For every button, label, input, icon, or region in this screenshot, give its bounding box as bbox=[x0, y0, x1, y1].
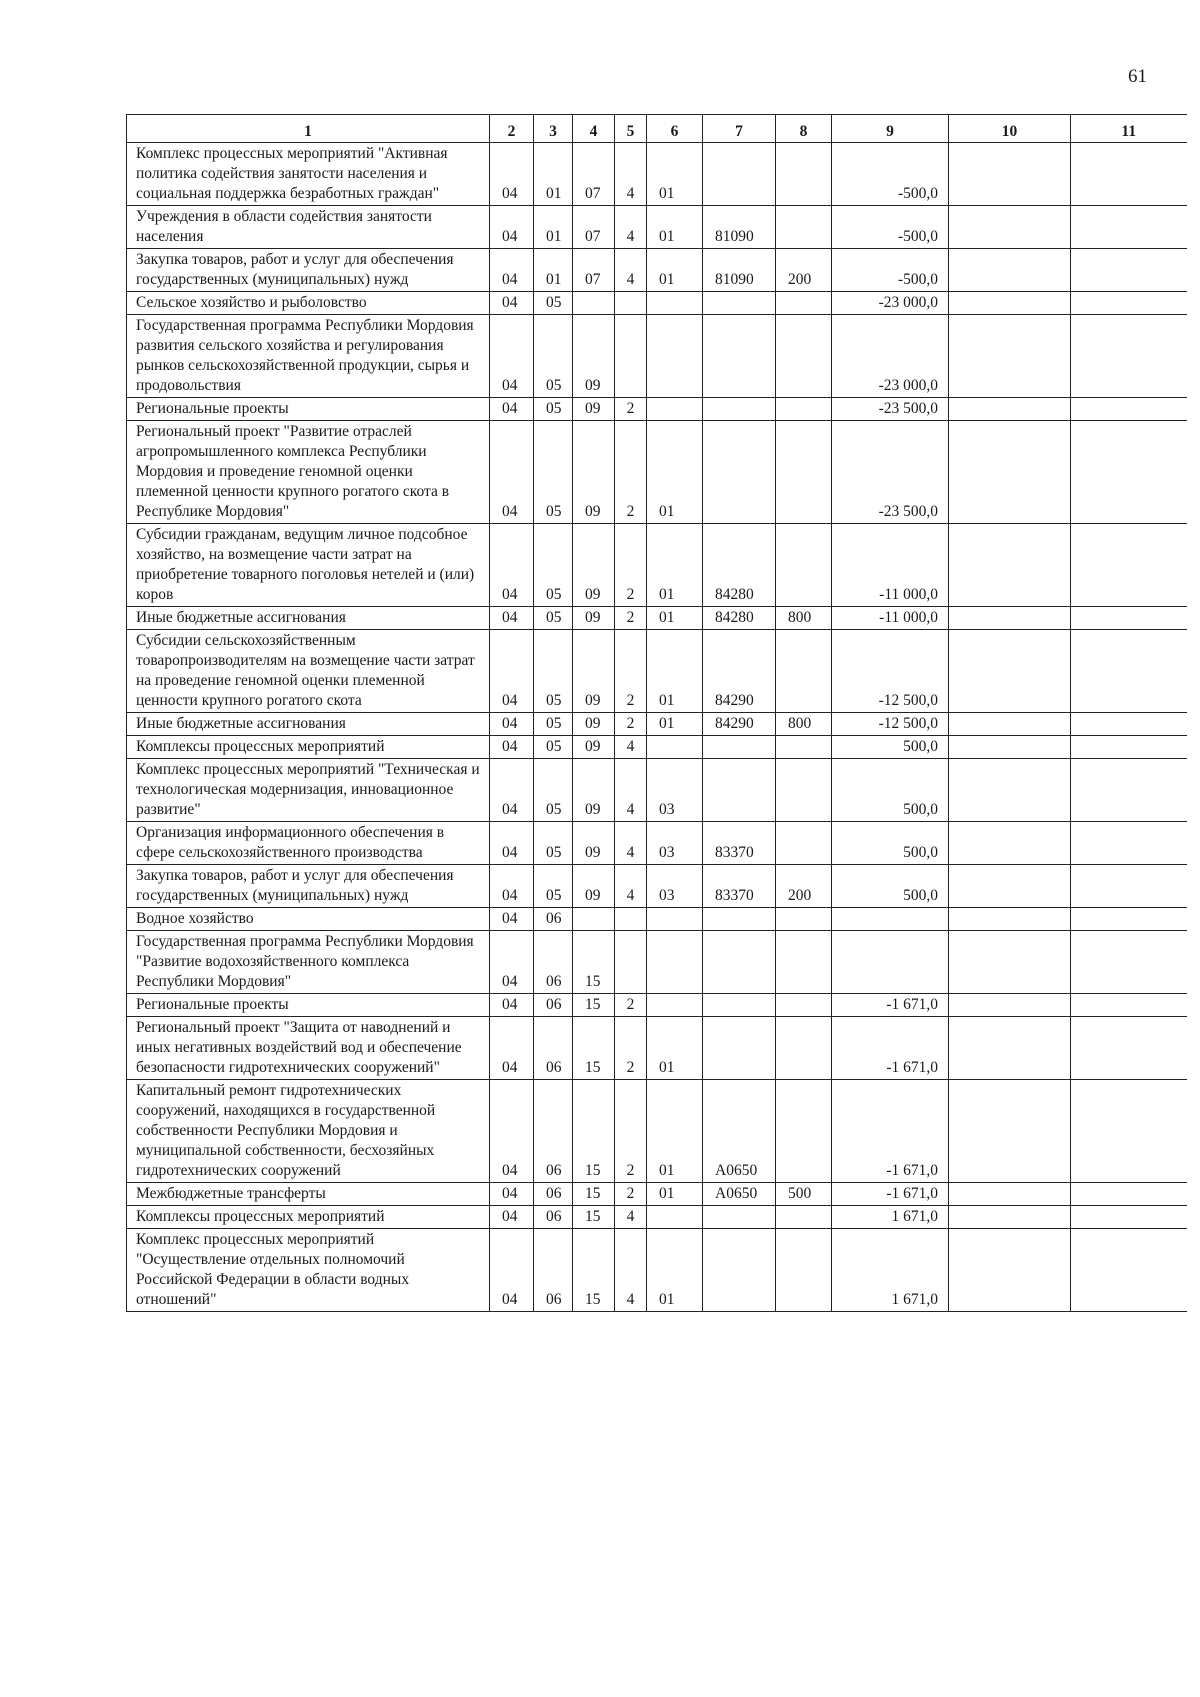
row-amount-cell: -12 500,0 bbox=[832, 713, 949, 736]
row-col-11-cell bbox=[1071, 865, 1187, 908]
row-col-10-cell bbox=[949, 315, 1071, 398]
row-code-7-cell bbox=[703, 736, 776, 759]
row-code-6-cell bbox=[647, 315, 703, 398]
row-code-8-cell bbox=[776, 524, 832, 607]
row-col-11-cell bbox=[1071, 736, 1187, 759]
row-col-11-cell bbox=[1071, 143, 1187, 206]
table-row bbox=[127, 607, 1187, 630]
row-code-5-cell: 2 bbox=[615, 398, 647, 421]
row-col-10-cell bbox=[949, 292, 1071, 315]
table-row bbox=[127, 908, 1187, 931]
row-code-5-cell: 2 bbox=[615, 713, 647, 736]
row-col-10-cell bbox=[949, 421, 1071, 524]
row-code-2-cell: 04 bbox=[490, 1017, 534, 1080]
row-code-8-cell bbox=[776, 736, 832, 759]
row-col-10-cell bbox=[949, 994, 1071, 1017]
row-code-7-cell: 83370 bbox=[703, 865, 776, 908]
row-col-10-cell bbox=[949, 206, 1071, 249]
row-code-5-cell: 4 bbox=[615, 206, 647, 249]
row-code-8-cell bbox=[776, 1080, 832, 1183]
row-code-4-cell: 07 bbox=[573, 249, 615, 292]
row-code-4-cell: 09 bbox=[573, 607, 615, 630]
row-code-4-cell: 09 bbox=[573, 398, 615, 421]
row-code-8-cell bbox=[776, 315, 832, 398]
row-code-4-cell: 09 bbox=[573, 315, 615, 398]
column-header: 8 bbox=[776, 115, 832, 143]
row-col-10-cell bbox=[949, 1080, 1071, 1183]
row-code-2-cell: 04 bbox=[490, 1080, 534, 1183]
row-code-5-cell bbox=[615, 315, 647, 398]
row-code-8-cell: 500 bbox=[776, 1183, 832, 1206]
row-code-3-cell: 05 bbox=[534, 315, 573, 398]
column-header: 6 bbox=[647, 115, 703, 143]
row-name-cell: Организация информационного обеспечения в сфере сельскохозяйственного производства bbox=[127, 822, 490, 865]
row-amount-cell: -23 000,0 bbox=[832, 315, 949, 398]
row-code-8-cell: 800 bbox=[776, 713, 832, 736]
row-code-7-cell bbox=[703, 421, 776, 524]
table-row bbox=[127, 206, 1187, 249]
row-name-cell: Межбюджетные трансферты bbox=[127, 1183, 490, 1206]
row-code-3-cell: 05 bbox=[534, 421, 573, 524]
row-amount-cell: -12 500,0 bbox=[832, 630, 949, 713]
row-col-11-cell bbox=[1071, 421, 1187, 524]
row-code-4-cell: 15 bbox=[573, 994, 615, 1017]
row-col-10-cell bbox=[949, 398, 1071, 421]
row-code-7-cell: 81090 bbox=[703, 206, 776, 249]
row-amount-cell: -1 671,0 bbox=[832, 994, 949, 1017]
row-code-6-cell: 01 bbox=[647, 421, 703, 524]
row-code-4-cell: 09 bbox=[573, 713, 615, 736]
row-code-5-cell: 2 bbox=[615, 1017, 647, 1080]
row-code-4-cell: 15 bbox=[573, 1183, 615, 1206]
row-code-3-cell: 06 bbox=[534, 1206, 573, 1229]
column-header: 2 bbox=[490, 115, 534, 143]
row-code-5-cell: 2 bbox=[615, 1183, 647, 1206]
row-code-3-cell: 06 bbox=[534, 1229, 573, 1312]
row-code-2-cell: 04 bbox=[490, 524, 534, 607]
column-header: 5 bbox=[615, 115, 647, 143]
table-row bbox=[127, 713, 1187, 736]
row-code-7-cell bbox=[703, 398, 776, 421]
table-row bbox=[127, 1017, 1187, 1080]
row-code-2-cell: 04 bbox=[490, 630, 534, 713]
row-code-7-cell bbox=[703, 1229, 776, 1312]
row-amount-cell: -500,0 bbox=[832, 249, 949, 292]
row-code-8-cell bbox=[776, 292, 832, 315]
row-code-6-cell bbox=[647, 908, 703, 931]
table-row bbox=[127, 315, 1187, 398]
row-col-10-cell bbox=[949, 713, 1071, 736]
row-code-7-cell: 84280 bbox=[703, 524, 776, 607]
row-col-11-cell bbox=[1071, 315, 1187, 398]
row-col-10-cell bbox=[949, 1206, 1071, 1229]
row-amount-cell: -1 671,0 bbox=[832, 1080, 949, 1183]
row-code-2-cell: 04 bbox=[490, 759, 534, 822]
row-code-4-cell: 09 bbox=[573, 736, 615, 759]
row-name-cell: Региональные проекты bbox=[127, 994, 490, 1017]
row-code-6-cell bbox=[647, 398, 703, 421]
row-code-6-cell bbox=[647, 931, 703, 994]
table-body bbox=[127, 143, 1187, 1312]
row-code-6-cell: 01 bbox=[647, 524, 703, 607]
row-code-2-cell: 04 bbox=[490, 908, 534, 931]
row-name-cell: Государственная программа Республики Мордовия "Развитие водохозяйственного комплекса Республики Мордовия" bbox=[127, 931, 490, 994]
row-code-8-cell: 200 bbox=[776, 865, 832, 908]
row-code-3-cell: 05 bbox=[534, 713, 573, 736]
row-amount-cell: 500,0 bbox=[832, 759, 949, 822]
row-code-7-cell bbox=[703, 143, 776, 206]
row-code-5-cell: 2 bbox=[615, 524, 647, 607]
row-code-8-cell bbox=[776, 822, 832, 865]
table-row bbox=[127, 630, 1187, 713]
row-code-2-cell: 04 bbox=[490, 865, 534, 908]
row-code-7-cell: 84280 bbox=[703, 607, 776, 630]
row-col-10-cell bbox=[949, 865, 1071, 908]
row-name-cell: Субсидии сельскохозяйственным товаропроизводителям на возмещение части затрат на проведение геномной оценки племенной ценности крупного рогатого скота bbox=[127, 630, 490, 713]
row-code-2-cell: 04 bbox=[490, 143, 534, 206]
row-name-cell: Закупка товаров, работ и услуг для обеспечения государственных (муниципальных) нужд bbox=[127, 249, 490, 292]
row-code-5-cell: 4 bbox=[615, 759, 647, 822]
row-code-2-cell: 04 bbox=[490, 421, 534, 524]
row-code-5-cell: 2 bbox=[615, 994, 647, 1017]
row-name-cell: Комплексы процессных мероприятий bbox=[127, 736, 490, 759]
row-col-10-cell bbox=[949, 630, 1071, 713]
row-name-cell: Государственная программа Республики Мордовия развития сельского хозяйства и регулирования рынков сельскохозяйственной продукции, сырья и продовольствия bbox=[127, 315, 490, 398]
row-code-5-cell bbox=[615, 908, 647, 931]
row-col-11-cell bbox=[1071, 249, 1187, 292]
row-code-5-cell: 4 bbox=[615, 822, 647, 865]
row-code-7-cell bbox=[703, 759, 776, 822]
row-code-2-cell: 04 bbox=[490, 1183, 534, 1206]
row-code-5-cell: 2 bbox=[615, 630, 647, 713]
row-code-4-cell: 15 bbox=[573, 1017, 615, 1080]
row-code-2-cell: 04 bbox=[490, 931, 534, 994]
row-code-4-cell: 07 bbox=[573, 143, 615, 206]
row-amount-cell: -11 000,0 bbox=[832, 607, 949, 630]
row-code-3-cell: 05 bbox=[534, 398, 573, 421]
row-col-10-cell bbox=[949, 143, 1071, 206]
row-code-3-cell: 05 bbox=[534, 630, 573, 713]
row-code-4-cell: 09 bbox=[573, 865, 615, 908]
row-col-11-cell bbox=[1071, 524, 1187, 607]
row-col-10-cell bbox=[949, 1229, 1071, 1312]
row-code-3-cell: 05 bbox=[534, 736, 573, 759]
row-code-7-cell bbox=[703, 931, 776, 994]
row-name-cell: Региональный проект "Развитие отраслей агропромышленного комплекса Республики Мордовия и проведение геномной оценки племенной ценности крупного рогатого скота в Республике Мордовия" bbox=[127, 421, 490, 524]
table-row bbox=[127, 292, 1187, 315]
row-code-2-cell: 04 bbox=[490, 249, 534, 292]
row-code-5-cell: 4 bbox=[615, 736, 647, 759]
row-col-11-cell bbox=[1071, 292, 1187, 315]
row-code-7-cell bbox=[703, 292, 776, 315]
row-code-3-cell: 06 bbox=[534, 1017, 573, 1080]
row-code-8-cell bbox=[776, 908, 832, 931]
row-col-10-cell bbox=[949, 931, 1071, 994]
row-code-4-cell: 15 bbox=[573, 1080, 615, 1183]
table-row bbox=[127, 994, 1187, 1017]
header-row bbox=[127, 115, 1187, 143]
row-code-8-cell: 200 bbox=[776, 249, 832, 292]
row-name-cell: Комплекс процессных мероприятий "Осуществление отдельных полномочий Российской Федерации в области водных отношений" bbox=[127, 1229, 490, 1312]
row-code-5-cell: 4 bbox=[615, 143, 647, 206]
row-code-6-cell: 01 bbox=[647, 1080, 703, 1183]
row-name-cell: Субсидии гражданам, ведущим личное подсобное хозяйство, на возмещение части затрат на приобретение товарного поголовья нетелей и (или) коров bbox=[127, 524, 490, 607]
row-col-10-cell bbox=[949, 1183, 1071, 1206]
row-code-2-cell: 04 bbox=[490, 736, 534, 759]
row-code-6-cell: 01 bbox=[647, 1183, 703, 1206]
row-code-8-cell bbox=[776, 1206, 832, 1229]
column-header: 4 bbox=[573, 115, 615, 143]
row-col-10-cell bbox=[949, 759, 1071, 822]
row-name-cell: Иные бюджетные ассигнования bbox=[127, 607, 490, 630]
row-code-8-cell bbox=[776, 931, 832, 994]
row-code-2-cell: 04 bbox=[490, 315, 534, 398]
row-col-11-cell bbox=[1071, 206, 1187, 249]
row-col-11-cell bbox=[1071, 1206, 1187, 1229]
table-row bbox=[127, 759, 1187, 822]
table-row bbox=[127, 1229, 1187, 1312]
row-code-3-cell: 06 bbox=[534, 1080, 573, 1183]
row-col-11-cell bbox=[1071, 1017, 1187, 1080]
row-code-5-cell: 2 bbox=[615, 421, 647, 524]
row-name-cell: Учреждения в области содействия занятости населения bbox=[127, 206, 490, 249]
table-row bbox=[127, 398, 1187, 421]
table-row bbox=[127, 822, 1187, 865]
column-header: 9 bbox=[832, 115, 949, 143]
row-name-cell: Закупка товаров, работ и услуг для обеспечения государственных (муниципальных) нужд bbox=[127, 865, 490, 908]
row-code-7-cell: 81090 bbox=[703, 249, 776, 292]
row-col-10-cell bbox=[949, 822, 1071, 865]
row-col-11-cell bbox=[1071, 931, 1187, 994]
row-code-6-cell: 03 bbox=[647, 865, 703, 908]
row-amount-cell: 500,0 bbox=[832, 865, 949, 908]
row-code-7-cell bbox=[703, 1017, 776, 1080]
row-code-5-cell: 2 bbox=[615, 1080, 647, 1183]
row-code-3-cell: 01 bbox=[534, 206, 573, 249]
row-amount-cell: -500,0 bbox=[832, 143, 949, 206]
row-code-3-cell: 05 bbox=[534, 759, 573, 822]
row-amount-cell: 500,0 bbox=[832, 736, 949, 759]
row-code-3-cell: 01 bbox=[534, 143, 573, 206]
row-code-4-cell: 09 bbox=[573, 759, 615, 822]
row-code-6-cell: 03 bbox=[647, 759, 703, 822]
row-code-5-cell: 4 bbox=[615, 1206, 647, 1229]
row-amount-cell: -11 000,0 bbox=[832, 524, 949, 607]
column-header: 7 bbox=[703, 115, 776, 143]
row-code-4-cell: 15 bbox=[573, 931, 615, 994]
row-code-7-cell bbox=[703, 908, 776, 931]
row-code-6-cell: 01 bbox=[647, 1017, 703, 1080]
row-col-11-cell bbox=[1071, 1080, 1187, 1183]
row-amount-cell: 500,0 bbox=[832, 822, 949, 865]
row-code-5-cell: 4 bbox=[615, 865, 647, 908]
row-amount-cell: -1 671,0 bbox=[832, 1017, 949, 1080]
table-row bbox=[127, 143, 1187, 206]
row-amount-cell: -23 500,0 bbox=[832, 398, 949, 421]
column-header: 3 bbox=[534, 115, 573, 143]
row-code-3-cell: 05 bbox=[534, 524, 573, 607]
row-amount-cell bbox=[832, 908, 949, 931]
row-code-4-cell: 09 bbox=[573, 630, 615, 713]
row-code-3-cell: 05 bbox=[534, 607, 573, 630]
row-code-5-cell bbox=[615, 292, 647, 315]
row-code-8-cell bbox=[776, 1229, 832, 1312]
row-code-6-cell: 01 bbox=[647, 713, 703, 736]
row-col-11-cell bbox=[1071, 713, 1187, 736]
row-name-cell: Водное хозяйство bbox=[127, 908, 490, 931]
row-col-10-cell bbox=[949, 524, 1071, 607]
row-code-5-cell bbox=[615, 931, 647, 994]
row-code-3-cell: 05 bbox=[534, 292, 573, 315]
row-code-4-cell: 15 bbox=[573, 1206, 615, 1229]
row-name-cell: Комплекс процессных мероприятий "Активная политика содействия занятости населения и социальная поддержка безработных граждан" bbox=[127, 143, 490, 206]
row-code-5-cell: 2 bbox=[615, 607, 647, 630]
row-col-11-cell bbox=[1071, 607, 1187, 630]
table-row bbox=[127, 421, 1187, 524]
table-row bbox=[127, 736, 1187, 759]
row-code-7-cell: А0650 bbox=[703, 1183, 776, 1206]
row-code-8-cell bbox=[776, 994, 832, 1017]
row-code-7-cell bbox=[703, 315, 776, 398]
row-amount-cell bbox=[832, 931, 949, 994]
row-col-10-cell bbox=[949, 736, 1071, 759]
row-amount-cell: 1 671,0 bbox=[832, 1229, 949, 1312]
row-code-6-cell: 01 bbox=[647, 607, 703, 630]
row-code-8-cell bbox=[776, 759, 832, 822]
row-col-10-cell bbox=[949, 607, 1071, 630]
row-code-8-cell bbox=[776, 143, 832, 206]
row-code-4-cell bbox=[573, 292, 615, 315]
row-code-4-cell: 09 bbox=[573, 421, 615, 524]
row-code-8-cell: 800 bbox=[776, 607, 832, 630]
column-header: 1 bbox=[127, 115, 490, 143]
row-code-3-cell: 06 bbox=[534, 931, 573, 994]
row-code-7-cell: 84290 bbox=[703, 713, 776, 736]
table-row bbox=[127, 1206, 1187, 1229]
row-code-2-cell: 04 bbox=[490, 994, 534, 1017]
table-row bbox=[127, 1080, 1187, 1183]
row-code-2-cell: 04 bbox=[490, 1229, 534, 1312]
budget-table bbox=[126, 114, 1187, 1312]
row-code-6-cell: 01 bbox=[647, 143, 703, 206]
table-row bbox=[127, 931, 1187, 994]
row-code-2-cell: 04 bbox=[490, 292, 534, 315]
row-col-11-cell bbox=[1071, 759, 1187, 822]
row-code-2-cell: 04 bbox=[490, 206, 534, 249]
row-amount-cell: -23 000,0 bbox=[832, 292, 949, 315]
row-code-6-cell: 01 bbox=[647, 630, 703, 713]
row-code-7-cell: 83370 bbox=[703, 822, 776, 865]
row-code-3-cell: 05 bbox=[534, 822, 573, 865]
row-col-10-cell bbox=[949, 1017, 1071, 1080]
table-row bbox=[127, 524, 1187, 607]
row-code-6-cell: 03 bbox=[647, 822, 703, 865]
row-code-4-cell: 07 bbox=[573, 206, 615, 249]
column-header: 11 bbox=[1071, 115, 1187, 143]
row-code-5-cell: 4 bbox=[615, 249, 647, 292]
row-code-6-cell bbox=[647, 292, 703, 315]
row-amount-cell: 1 671,0 bbox=[832, 1206, 949, 1229]
row-col-11-cell bbox=[1071, 1183, 1187, 1206]
row-col-11-cell bbox=[1071, 398, 1187, 421]
row-code-3-cell: 06 bbox=[534, 908, 573, 931]
row-code-6-cell bbox=[647, 1206, 703, 1229]
row-code-3-cell: 01 bbox=[534, 249, 573, 292]
table-row bbox=[127, 249, 1187, 292]
row-col-10-cell bbox=[949, 249, 1071, 292]
row-code-8-cell bbox=[776, 398, 832, 421]
row-code-2-cell: 04 bbox=[490, 713, 534, 736]
row-code-2-cell: 04 bbox=[490, 607, 534, 630]
row-col-10-cell bbox=[949, 908, 1071, 931]
row-code-2-cell: 04 bbox=[490, 398, 534, 421]
row-col-11-cell bbox=[1071, 630, 1187, 713]
row-name-cell: Капитальный ремонт гидротехнических сооружений, находящихся в государственной собственности Республики Мордовия и муниципальной собственности, бесхозяйных гидротехнических сооружений bbox=[127, 1080, 490, 1183]
row-amount-cell: -500,0 bbox=[832, 206, 949, 249]
row-code-2-cell: 04 bbox=[490, 822, 534, 865]
row-name-cell: Комплексы процессных мероприятий bbox=[127, 1206, 490, 1229]
row-code-7-cell: А0650 bbox=[703, 1080, 776, 1183]
row-col-11-cell bbox=[1071, 908, 1187, 931]
row-code-4-cell: 15 bbox=[573, 1229, 615, 1312]
row-code-4-cell bbox=[573, 908, 615, 931]
row-code-3-cell: 05 bbox=[534, 865, 573, 908]
row-name-cell: Сельское хозяйство и рыболовство bbox=[127, 292, 490, 315]
row-col-11-cell bbox=[1071, 1229, 1187, 1312]
row-code-4-cell: 09 bbox=[573, 822, 615, 865]
row-code-7-cell bbox=[703, 994, 776, 1017]
row-col-11-cell bbox=[1071, 994, 1187, 1017]
table-row bbox=[127, 865, 1187, 908]
row-code-7-cell: 84290 bbox=[703, 630, 776, 713]
row-code-6-cell: 01 bbox=[647, 249, 703, 292]
table-header bbox=[127, 115, 1187, 143]
page-number: 61 bbox=[1128, 66, 1147, 87]
row-code-3-cell: 06 bbox=[534, 1183, 573, 1206]
row-code-7-cell bbox=[703, 1206, 776, 1229]
row-code-8-cell bbox=[776, 1017, 832, 1080]
row-code-8-cell bbox=[776, 421, 832, 524]
row-amount-cell: -23 500,0 bbox=[832, 421, 949, 524]
row-amount-cell: -1 671,0 bbox=[832, 1183, 949, 1206]
row-code-6-cell bbox=[647, 736, 703, 759]
row-code-4-cell: 09 bbox=[573, 524, 615, 607]
row-code-8-cell bbox=[776, 206, 832, 249]
row-code-6-cell: 01 bbox=[647, 206, 703, 249]
column-header: 10 bbox=[949, 115, 1071, 143]
row-code-8-cell bbox=[776, 630, 832, 713]
table-row bbox=[127, 1183, 1187, 1206]
row-code-6-cell: 01 bbox=[647, 1229, 703, 1312]
row-code-5-cell: 4 bbox=[615, 1229, 647, 1312]
row-code-6-cell bbox=[647, 994, 703, 1017]
row-name-cell: Иные бюджетные ассигнования bbox=[127, 713, 490, 736]
row-code-3-cell: 06 bbox=[534, 994, 573, 1017]
row-name-cell: Региональные проекты bbox=[127, 398, 490, 421]
row-name-cell: Региональный проект "Защита от наводнений и иных негативных воздействий вод и обеспечение безопасности гидротехнических сооружений" bbox=[127, 1017, 490, 1080]
row-col-11-cell bbox=[1071, 822, 1187, 865]
row-name-cell: Комплекс процессных мероприятий "Техническая и технологическая модернизация, инновационное развитие" bbox=[127, 759, 490, 822]
row-code-2-cell: 04 bbox=[490, 1206, 534, 1229]
